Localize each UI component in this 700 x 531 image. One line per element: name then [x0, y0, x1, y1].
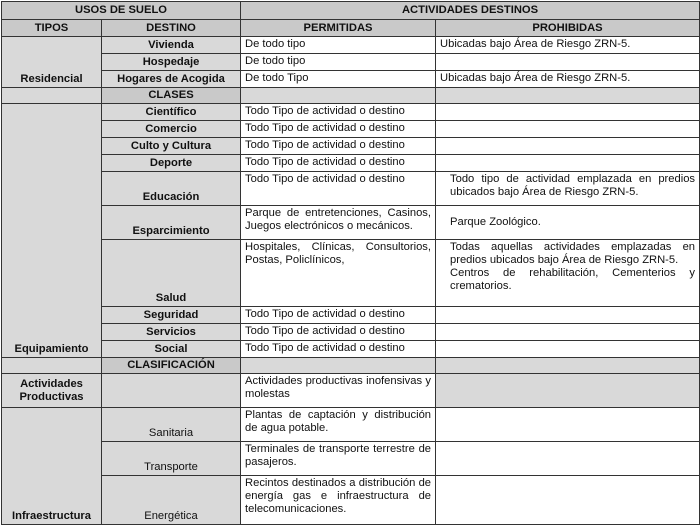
section-clases: CLASES — [102, 88, 241, 104]
table-row — [2, 408, 700, 442]
prohibidas-cell — [436, 324, 700, 341]
prohibidas-cell — [436, 138, 700, 155]
tipo-equipamiento: Equipamiento — [2, 104, 102, 358]
destino-social: Social — [102, 341, 241, 358]
table-row — [2, 442, 700, 476]
prohibidas-cell — [436, 121, 700, 138]
destino-energetica: Energética — [102, 476, 241, 525]
permitidas-cell: Actividades productivas inofensivas y molestas — [241, 374, 436, 408]
destino-hogares-de-acogida: Hogares de Acogida — [102, 71, 241, 88]
destino-deporte: Deporte — [102, 155, 241, 172]
land-use-table — [1, 1, 700, 525]
destino-culto-y-cultura: Culto y Cultura — [102, 138, 241, 155]
prohibidas-cell: Todo tipo de actividad emplazada en predios ubicados bajo Área de Riesgo ZRN-5. — [436, 172, 700, 206]
tipo-residencial: Residencial — [2, 37, 102, 88]
destino-seguridad: Seguridad — [102, 307, 241, 324]
permitidas-cell: Todo Tipo de actividad o destino — [241, 307, 436, 324]
table-row — [2, 476, 700, 525]
permitidas-cell: De todo Tipo — [241, 71, 436, 88]
table-row — [2, 172, 700, 206]
destino-hospedaje: Hospedaje — [102, 54, 241, 71]
header-row-2 — [2, 20, 700, 37]
prohibidas-cell — [436, 307, 700, 324]
permitidas-cell: Plantas de captación y distribución de agua potable. — [241, 408, 436, 442]
permitidas-cell: Todo Tipo de actividad o destino — [241, 121, 436, 138]
permitidas-cell: Hospitales, Clínicas, Consultorios, Postas, Policlínicos, — [241, 240, 436, 307]
table-row — [2, 341, 700, 358]
tipo-infraestructura: Infraestructura — [2, 408, 102, 525]
section-spacer — [2, 358, 102, 374]
table-row — [2, 240, 700, 307]
destino-esparcimiento: Esparcimiento — [102, 206, 241, 240]
destino-empty — [102, 374, 241, 408]
permitidas-cell: Terminales de transporte terrestre de pasajeros. — [241, 442, 436, 476]
header-usos-de-suelo: USOS DE SUELO — [2, 2, 241, 20]
prohibidas-cell — [436, 104, 700, 121]
permitidas-cell: Recintos destinados a distribución de energía gas e infraestructura de telecomunicaciones. — [241, 476, 436, 525]
destino-educacion: Educación — [102, 172, 241, 206]
table-row — [2, 54, 700, 71]
header-row-1 — [2, 2, 700, 20]
header-prohibidas: PROHIBIDAS — [436, 20, 700, 37]
permitidas-cell: Todo Tipo de actividad o destino — [241, 104, 436, 121]
destino-salud: Salud — [102, 240, 241, 307]
table-row — [2, 374, 700, 408]
destino-cientifico: Científico — [102, 104, 241, 121]
prohibidas-cell — [436, 240, 700, 307]
table-row — [2, 37, 700, 54]
permitidas-cell: Todo Tipo de actividad o destino — [241, 324, 436, 341]
table-row — [2, 206, 700, 240]
header-destino: DESTINO — [102, 20, 241, 37]
section-row-clasificacion — [2, 358, 700, 374]
prohibidas-empty — [436, 408, 700, 442]
prohibidas-empty — [436, 476, 700, 525]
section-spacer — [241, 358, 436, 374]
prohibidas-cell — [436, 155, 700, 172]
table-row — [2, 138, 700, 155]
prohibidas-empty — [436, 374, 700, 408]
prohibidas-cell: Ubicadas bajo Área de Riesgo ZRN-5. — [436, 71, 700, 88]
tipo-actividades-productivas: Actividades Productivas — [2, 374, 102, 408]
section-spacer — [436, 88, 700, 104]
permitidas-cell: Parque de entretenciones, Casinos, Juegos electrónicos o mecánicos. — [241, 206, 436, 240]
section-spacer — [241, 88, 436, 104]
permitidas-cell: De todo tipo — [241, 54, 436, 71]
destino-transporte: Transporte — [102, 442, 241, 476]
permitidas-cell: Todo Tipo de actividad o destino — [241, 155, 436, 172]
prohibidas-cell: Parque Zoológico. — [436, 206, 700, 240]
permitidas-cell: Todo Tipo de actividad o destino — [241, 172, 436, 206]
table-row — [2, 71, 700, 88]
section-clasificacion: CLASIFICACIÓN — [102, 358, 241, 374]
destino-comercio: Comercio — [102, 121, 241, 138]
prohibidas-cell: Ubicadas bajo Área de Riesgo ZRN-5. — [436, 37, 700, 54]
section-row-clases — [2, 88, 700, 104]
permitidas-cell: Todo Tipo de actividad o destino — [241, 341, 436, 358]
header-tipos: TIPOS — [2, 20, 102, 37]
table-row — [2, 104, 700, 121]
section-spacer — [436, 358, 700, 374]
prohibidas-cell — [436, 341, 700, 358]
land-use-table-container — [1, 1, 699, 529]
prohibidas-text: Todas aquellas actividades emplazadas en predios ubicados bajo Área de Riesgo ZRN-5. — [450, 241, 696, 266]
table-row — [2, 324, 700, 341]
permitidas-cell: De todo tipo — [241, 37, 436, 54]
prohibidas-empty — [436, 442, 700, 476]
header-permitidas: PERMITIDAS — [241, 20, 436, 37]
table-row — [2, 155, 700, 172]
permitidas-cell: Todo Tipo de actividad o destino — [241, 138, 436, 155]
prohibidas-cell — [436, 54, 700, 71]
destino-servicios: Servicios — [102, 324, 241, 341]
destino-vivienda: Vivienda — [102, 37, 241, 54]
table-row — [2, 121, 700, 138]
section-spacer — [2, 88, 102, 104]
header-actividades-destinos: ACTIVIDADES DESTINOS — [241, 2, 700, 20]
table-row — [2, 307, 700, 324]
destino-sanitaria: Sanitaria — [102, 408, 241, 442]
prohibidas-text: Centros de rehabilitación, Cementerios y crematorios. — [450, 267, 696, 292]
